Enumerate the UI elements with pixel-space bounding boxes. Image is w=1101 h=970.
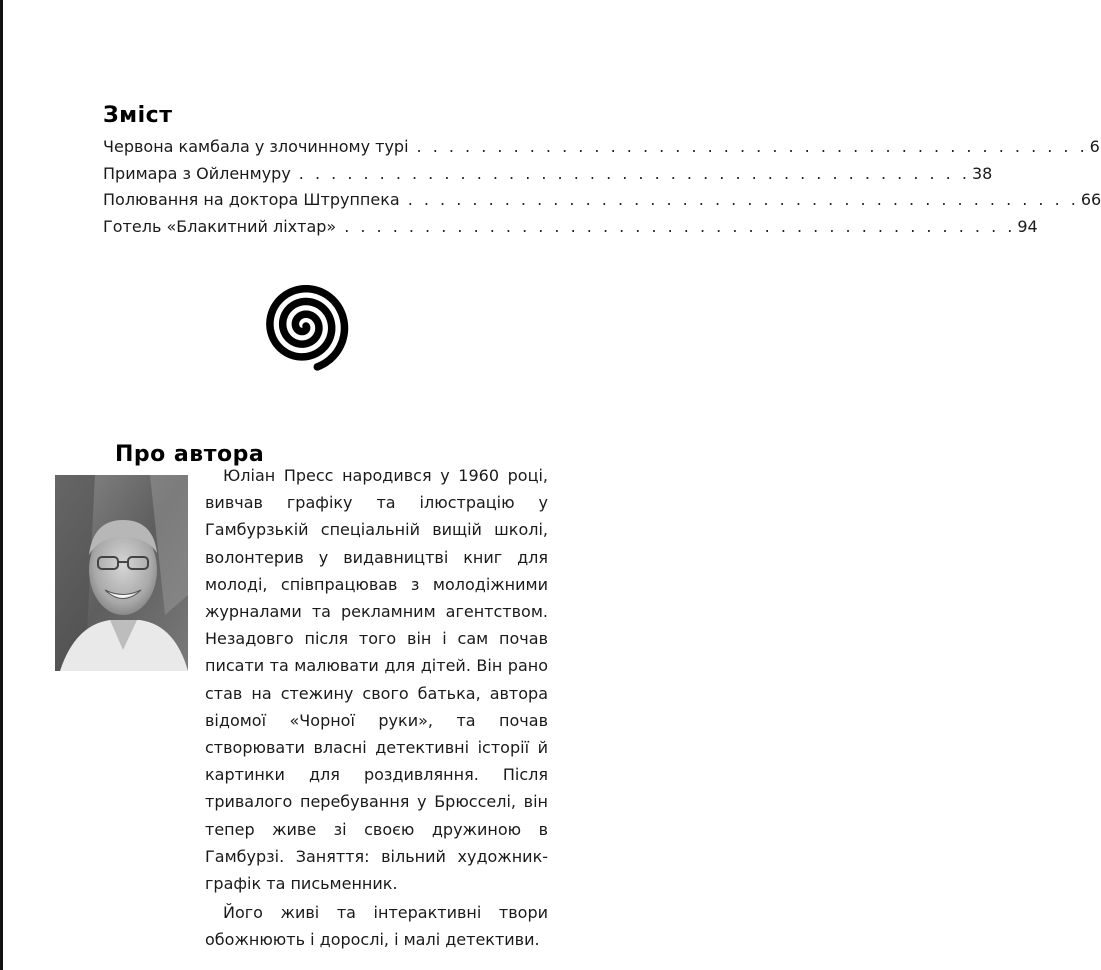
toc-heading: Зміст — [103, 103, 173, 129]
toc-entry-title: Примара з Ойленмуру — [103, 163, 291, 183]
table-of-contents — [103, 137, 1101, 243]
toc-entry[interactable] — [103, 190, 1101, 217]
toc-entry[interactable] — [103, 163, 993, 191]
toc-entry[interactable] — [103, 216, 1038, 244]
toc-page-number: 6 — [1089, 137, 1100, 156]
toc-entry-title: Готель «Блакитний ліхтар» — [103, 216, 337, 236]
author-biography — [205, 462, 548, 954]
toc-page-number: 38 — [971, 163, 993, 183]
author-photo — [55, 475, 188, 671]
toc-leader-dots: . . . . . . . . . . . . . . . . . . . . . . . . . . . . . . . . . . . . . . . . . . — [298, 163, 970, 183]
toc-leader-dots: . . . . . . . . . . . . . . . . . . . . . . . . . . . . . . . . . . . . . . . . . . — [416, 137, 1088, 156]
toc-entry[interactable] — [103, 137, 1100, 164]
toc-entry-title: Полювання на доктора Штруппека — [103, 190, 400, 209]
toc-page-number: 66 — [1080, 190, 1101, 209]
bio-paragraph: Юліан Пресс народився у 1960 році, вивчав графіку та ілюстрацію у Гамбурзькій спеціальній вищій школі, волонтерив у видавництві книг для молоді, співпрацював з молодіжними журналами та рекламним агентством. Незадовго після того він і сам почав писати та малювати для дітей. Він рано став на стежину свого батька, автора відомої «Чорної руки», та почав створювати власні детективні історії й картинки для роздивляння. Після тривалого перебування у Брюсселі, він тепер живе зі своєю дружиною в Гамбурзі. Заняття: вільний художник-графік та письменник. — [205, 466, 548, 894]
bio-paragraph: Його живі та інтерактивні твори обожнюють і дорослі, і малі детективи. — [205, 903, 548, 950]
toc-leader-dots: . . . . . . . . . . . . . . . . . . . . . . . . . . . . . . . . . . . . . . . . . . — [407, 190, 1079, 209]
toc-page-number: 94 — [1017, 216, 1038, 236]
toc-leader-dots: . . . . . . . . . . . . . . . . . . . . . . . . . . . . . . . . . . . . . . . . . . — [344, 216, 1016, 236]
toc-entry-title: Червона камбала у злочинному турі — [103, 137, 409, 156]
about-author-heading: Про автора — [115, 442, 265, 468]
spiral-ornament-icon — [255, 275, 355, 375]
page-edge — [0, 0, 3, 970]
